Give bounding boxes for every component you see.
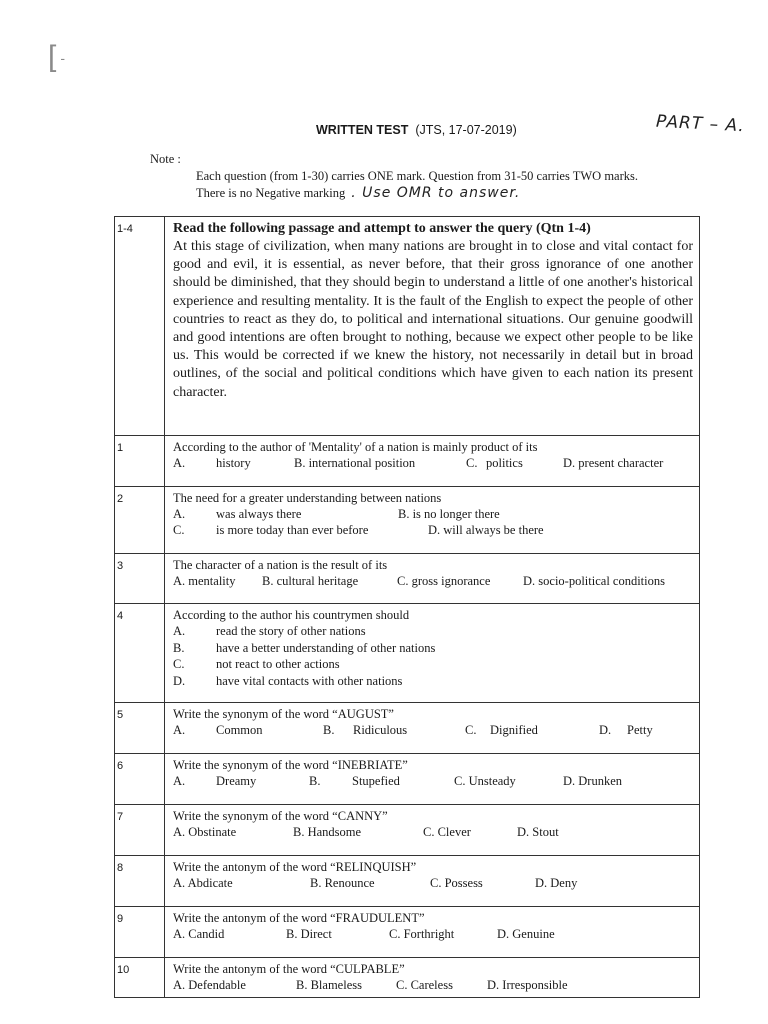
question-row bbox=[115, 604, 700, 703]
option-c: C. gross ignorance bbox=[397, 574, 491, 588]
question-stem: According to the author of 'Mentality' of a nation is mainly product of its bbox=[173, 440, 538, 454]
option-d-text: Petty bbox=[627, 723, 653, 737]
option-d-letter: D. bbox=[599, 723, 612, 737]
question-number: 9 bbox=[115, 907, 165, 958]
question-stem: Write the antonym of the word “CULPABLE” bbox=[173, 962, 405, 976]
note-instructions: Each question (from 1-30) carries ONE mark. Question from 31-50 carries TWO marks. There is no Negative marking bbox=[196, 169, 638, 200]
question-cell bbox=[165, 703, 700, 754]
option-c: C. Careless bbox=[396, 978, 453, 992]
option-d: D. Drunken bbox=[563, 774, 623, 788]
option-b-letter: B. bbox=[323, 723, 335, 737]
options-row bbox=[173, 977, 693, 993]
question-row bbox=[115, 907, 700, 958]
questions-table bbox=[114, 216, 700, 998]
option-c-letter: C. bbox=[466, 456, 478, 470]
option-c: C. Forthright bbox=[389, 927, 455, 941]
question-number: 3 bbox=[115, 554, 165, 604]
question-stem: Write the synonym of the word “AUGUST” bbox=[173, 707, 394, 721]
option-b bbox=[173, 640, 693, 657]
option-b-text: Ridiculous bbox=[353, 723, 408, 737]
question-cell bbox=[165, 907, 700, 958]
options-row bbox=[173, 926, 693, 942]
option-c: C. Clever bbox=[423, 825, 471, 839]
question-cell bbox=[165, 805, 700, 856]
options-row bbox=[173, 573, 693, 589]
option-text: have a better understanding of other nations bbox=[216, 640, 436, 655]
part-label-handwritten: PART – A. bbox=[655, 111, 746, 137]
options-row bbox=[173, 773, 693, 789]
option-letter: D. bbox=[173, 673, 186, 688]
option-b-text: Stupefied bbox=[352, 774, 400, 788]
option-a bbox=[173, 623, 693, 640]
option-a-letter: A. bbox=[173, 507, 186, 521]
option-text: have vital contacts with other nations bbox=[216, 673, 403, 688]
option-d: D. Stout bbox=[517, 825, 559, 839]
option-a: A. Obstinate bbox=[173, 825, 237, 839]
option-b: B. Direct bbox=[286, 927, 332, 941]
option-d: D. socio-political conditions bbox=[523, 574, 665, 588]
option-a: A. Candid bbox=[173, 927, 225, 941]
question-row bbox=[115, 805, 700, 856]
question-cell bbox=[165, 754, 700, 805]
question-number: 7 bbox=[115, 805, 165, 856]
title-date: (JTS, 17-07-2019) bbox=[415, 123, 517, 137]
option-c-text: is more today than ever before bbox=[216, 523, 369, 537]
note-handwritten: . Use OMR to answer. bbox=[351, 185, 521, 201]
option-d: D. will always be there bbox=[428, 523, 544, 537]
option-b: B. cultural heritage bbox=[262, 574, 359, 588]
question-number: 6 bbox=[115, 754, 165, 805]
page-title bbox=[316, 123, 517, 137]
option-letter: C. bbox=[173, 657, 185, 671]
option-a-letter: A. bbox=[173, 774, 186, 788]
option-b-letter: B. bbox=[309, 774, 321, 788]
question-row bbox=[115, 703, 700, 754]
question-cell bbox=[165, 554, 700, 604]
option-a-text: Dreamy bbox=[216, 774, 257, 788]
question-number: 1-4 bbox=[115, 217, 165, 436]
option-d: D. Deny bbox=[535, 876, 578, 890]
option-c-text: politics bbox=[486, 456, 523, 470]
option-a: A. Abdicate bbox=[173, 876, 233, 890]
question-stem: Write the synonym of the word “CANNY” bbox=[173, 809, 388, 823]
option-a-text: Common bbox=[216, 723, 263, 737]
option-d: D. present character bbox=[563, 456, 664, 470]
option-d: D. Irresponsible bbox=[487, 978, 568, 992]
option-a-letter: A. bbox=[173, 723, 186, 737]
option-b: B. international position bbox=[294, 456, 416, 470]
scan-mark-text: [ bbox=[48, 40, 57, 73]
question-cell bbox=[165, 856, 700, 907]
passage-heading: Read the following passage and attempt to answer the query (Qtn 1-4) bbox=[173, 221, 591, 236]
question-number: 5 bbox=[115, 703, 165, 754]
question-number: 4 bbox=[115, 604, 165, 703]
question-row bbox=[115, 554, 700, 604]
question-stem: Write the antonym of the word “RELINQUISH” bbox=[173, 860, 417, 874]
option-b: B. Renounce bbox=[310, 876, 375, 890]
options-row bbox=[173, 522, 693, 538]
question-row bbox=[115, 487, 700, 554]
option-c-letter: C. bbox=[465, 723, 477, 737]
question-cell bbox=[165, 436, 700, 487]
question-row bbox=[115, 436, 700, 487]
option-c-text: Dignified bbox=[490, 723, 538, 737]
title-bold: WRITTEN TEST bbox=[316, 123, 409, 137]
question-cell bbox=[165, 487, 700, 554]
question-cell bbox=[165, 958, 700, 998]
passage-cell bbox=[165, 217, 700, 436]
options-row bbox=[173, 824, 693, 840]
passage-text: At this stage of civilization, when many nations are brought in to close and vital contact for good and evil, it is essential, as never before, that their gross ignorance of one another should be diminished, that they should begin to understand a little of one another's historical experience and resulting mentality. It is the fault of the English to expect the people of other countries to react as they do, to political and international situations. Our genuine goodwill and good intentions are often brought to nothing, because we expect other people to be like us. This would be corrected if we knew the history, not necessarily in detail but in broad outlines, of the social and political conditions which have given to each nation its present character. bbox=[173, 239, 693, 400]
question-stem: Write the antonym of the word “FRAUDULENT” bbox=[173, 911, 425, 925]
option-c: C. Possess bbox=[430, 876, 483, 890]
question-stem: The character of a nation is the result of its bbox=[173, 558, 388, 572]
option-a-text: was always there bbox=[216, 507, 302, 521]
question-row bbox=[115, 856, 700, 907]
option-a-letter: A. bbox=[173, 456, 186, 470]
option-b: B. Blameless bbox=[296, 978, 362, 992]
options-row bbox=[173, 875, 693, 891]
question-number: 2 bbox=[115, 487, 165, 554]
option-letter: B. bbox=[173, 640, 185, 655]
question-stem: According to the author his countrymen should bbox=[173, 608, 410, 622]
note-text bbox=[196, 168, 666, 202]
question-number: 10 bbox=[115, 958, 165, 998]
question-stem: The need for a greater understanding between nations bbox=[173, 491, 442, 505]
option-a-text: history bbox=[216, 456, 251, 470]
scan-artifact-mark: [ - bbox=[48, 40, 66, 73]
option-b: B. Handsome bbox=[293, 825, 362, 839]
option-a: A. Defendable bbox=[173, 978, 246, 992]
option-d: D. Genuine bbox=[497, 927, 555, 941]
options-row bbox=[173, 455, 693, 471]
option-a: A. mentality bbox=[173, 574, 236, 588]
option-c-letter: C. bbox=[173, 523, 185, 537]
question-stem: Write the synonym of the word “INEBRIATE” bbox=[173, 758, 408, 772]
options-list bbox=[173, 623, 693, 689]
option-d bbox=[173, 673, 693, 690]
option-letter: A. bbox=[173, 624, 186, 638]
question-row bbox=[115, 958, 700, 998]
option-text: read the story of other nations bbox=[216, 624, 366, 638]
question-number: 1 bbox=[115, 436, 165, 487]
option-text: not react to other actions bbox=[216, 657, 340, 671]
question-number: 8 bbox=[115, 856, 165, 907]
options-row bbox=[173, 506, 693, 522]
question-row bbox=[115, 754, 700, 805]
option-b: B. is no longer there bbox=[398, 507, 500, 521]
option-c: C. Unsteady bbox=[454, 774, 516, 788]
options-row bbox=[173, 722, 693, 738]
passage-row bbox=[115, 217, 700, 436]
option-c bbox=[173, 656, 693, 673]
note-label: Note : bbox=[150, 152, 181, 166]
question-cell bbox=[165, 604, 700, 703]
